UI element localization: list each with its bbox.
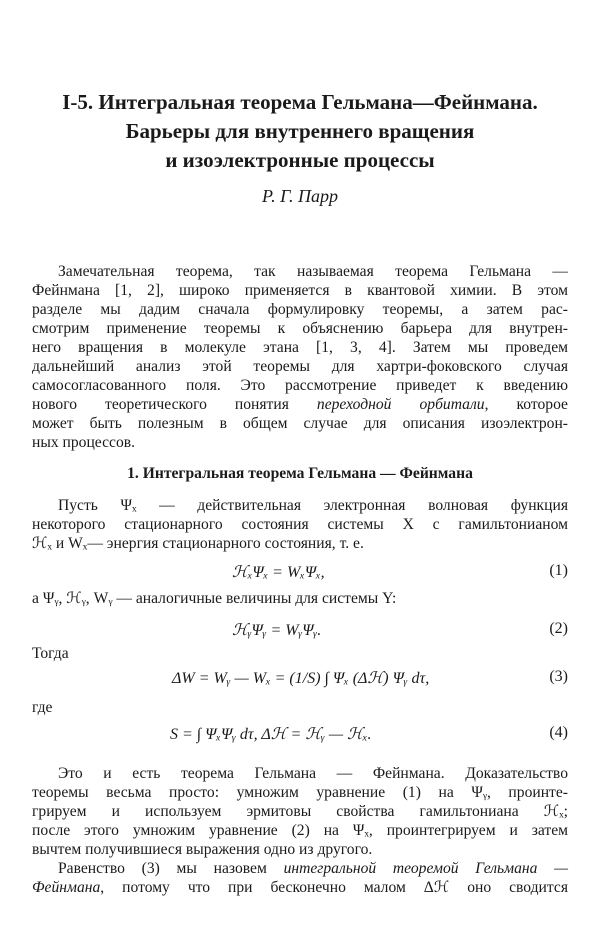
- paragraph-line: а Ψᵧ, ℋᵧ, Wᵧ — аналогичные величины для системы Y:: [32, 590, 397, 607]
- abstract-line: ных процессов.: [32, 434, 136, 451]
- page-title: [20, 88, 580, 175]
- equation-expression: S = ∫ ΨₓΨᵧ dτ, Δℋ = ℋᵧ — ℋₓ.: [170, 726, 372, 743]
- abstract-line: него вращения в молекуле этана [1, 3, 4]. Затем мы проведем: [32, 339, 568, 356]
- term-transition-orbital: переходной орбитали: [316, 396, 485, 413]
- paragraph-line: [32, 878, 568, 897]
- paragraph-4: [32, 859, 568, 897]
- abstract-line: Фейнмана [1, 2], широко применяется в квантовой химии. В этом: [32, 282, 568, 299]
- term-integral-theorem: интегральной теоремой Гельмана —: [283, 860, 568, 877]
- abstract-line: Замечательная теорема, так называемая теорема Гельмана —: [58, 263, 568, 280]
- abstract-line: [32, 395, 568, 414]
- paragraph-line: грируем и используем эрмитовы свойства гамильтониана ℋₓ;: [32, 803, 568, 820]
- abstract-text: нового теоретического понятия: [32, 396, 317, 413]
- title-line-1: I-5. Интегральная теорема Гельмана—Фейнмана.: [62, 90, 538, 114]
- term-feynman: Фейнмана: [32, 879, 101, 896]
- paragraph-line: некоторого стационарного состояния системы X с гамильтонианом: [32, 516, 568, 533]
- equation-number: (4): [549, 724, 568, 741]
- equation-number: (2): [549, 620, 568, 637]
- paragraph-line: вычтем получившиеся выражения одно из другого.: [32, 841, 373, 858]
- word-then: Тогда: [32, 645, 69, 662]
- paragraph-line: Пусть Ψₓ — действительная электронная волновая функция: [58, 497, 568, 514]
- equation-number: (3): [549, 668, 568, 685]
- paragraph-line: теоремы весьма просто: умножим уравнение (1) на Ψᵧ, проинте-: [32, 784, 568, 801]
- author: Р. Г. Парр: [261, 186, 339, 206]
- abstract-line: разделе мы дадим сначала формулировку теоремы, а затем рас-: [32, 301, 568, 318]
- word-where: где: [32, 699, 53, 716]
- paragraph-text: Равенство (3) мы назовем: [58, 860, 284, 877]
- paragraph-line: после этого умножим уравнение (2) на Ψₓ, проинтегрируем и затем: [32, 822, 568, 839]
- equation-expression: ℋᵧΨᵧ = WᵧΨᵧ.: [232, 622, 322, 639]
- equation-expression: ℋₓΨₓ = WₓΨₓ,: [232, 564, 325, 581]
- paragraph-line: ℋₓ и Wₓ— энергия стационарного состояния, т. е.: [32, 535, 364, 552]
- title-line-2: Барьеры для внутреннего вращения: [125, 119, 475, 143]
- equation-expression: ΔW = Wᵧ — Wₓ = (1/S) ∫ Ψₓ (Δℋ) Ψᵧ dτ,: [172, 670, 430, 687]
- abstract-line: самосогласованного поля. Это рассмотрение приведет к введению: [32, 377, 568, 394]
- paragraph-1: [32, 496, 568, 553]
- paragraph-2: [32, 589, 568, 608]
- abstract-line: смотрим применение теоремы к объяснению барьера для внутрен-: [32, 320, 568, 337]
- abstract-text: , которое: [484, 396, 568, 413]
- paragraph-text: , потому что при бесконечно малом Δℋ оно сводится: [100, 879, 568, 896]
- paragraph-3: [32, 764, 568, 859]
- paragraph-line: Это и есть теорема Гельмана — Фейнмана. Доказательство: [58, 765, 568, 782]
- abstract-paragraph: [32, 262, 568, 452]
- section-heading: 1. Интегральная теорема Гельмана — Фейнмана: [127, 465, 473, 482]
- paragraph-line: [32, 859, 568, 878]
- abstract-line: дальнейший анализ этой теоремы для хартри-фоковского случая: [32, 358, 568, 375]
- title-line-3: и изоэлектронные процессы: [165, 148, 435, 172]
- equation-number: (1): [549, 562, 568, 579]
- abstract-line: может быть полезным в общем случае для описания изоэлектрон-: [32, 415, 568, 432]
